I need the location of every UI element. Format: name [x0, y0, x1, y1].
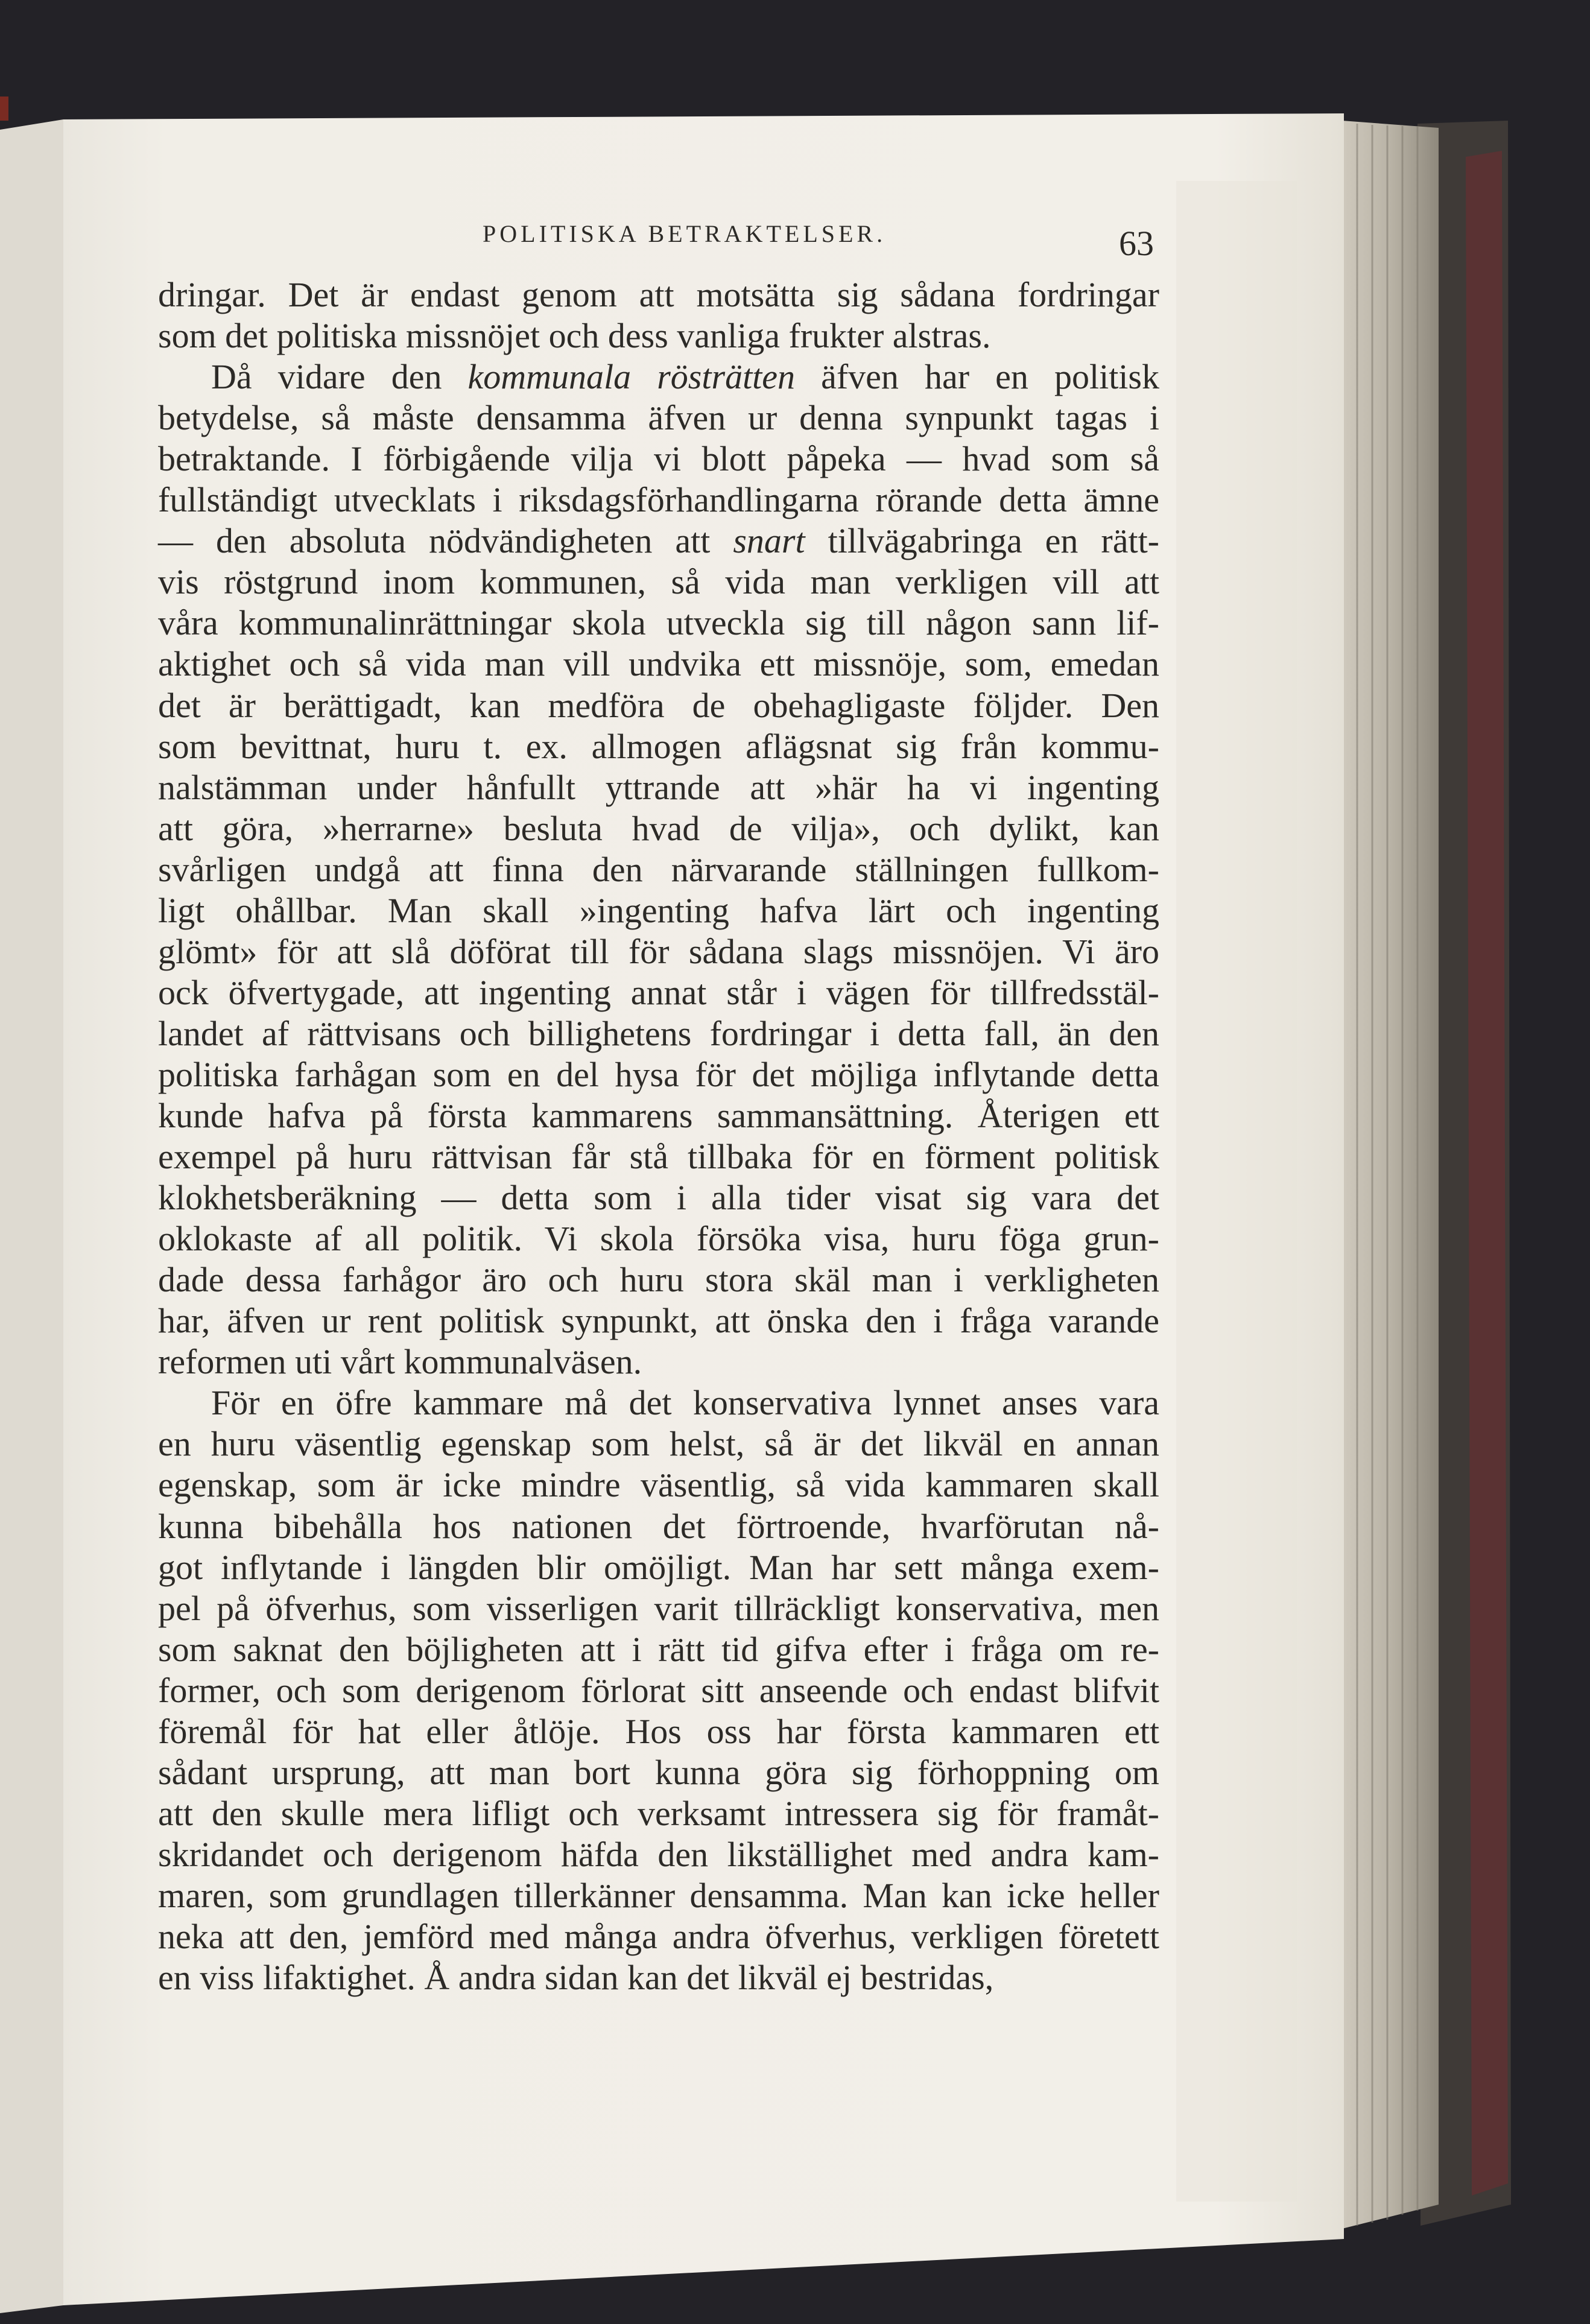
text-line: landet af rättvisans och billighetens fordringar i detta fall, än den: [158, 1014, 1159, 1053]
text-line: sådant ursprung, att man bort kunna göra sig förhoppning om: [158, 1753, 1159, 1792]
text-line: som det politiska missnöjet och dess vanliga frukter alstras.: [158, 316, 991, 355]
text-line: svårligen undgå att finna den närvarande ställningen fullkom-: [158, 850, 1159, 889]
text-line: ligt ohållbar. Man skall »ingenting hafva lärt och ingenting: [158, 891, 1159, 930]
text-line: fullständigt utvecklats i riksdagsförhandlingarna rörande detta ämne: [158, 480, 1159, 519]
text-line: det är berättigadt, kan medföra de obehagligaste följder. Den: [158, 686, 1159, 725]
text-line: got inflytande i längden blir omöjligt. Man har sett många exem-: [158, 1548, 1159, 1587]
text-line: en huru väsentlig egenskap som helst, så är det likväl en annan: [158, 1424, 1159, 1463]
text-line: våra kommunalinrättningar skola utveckla sig till någon sann lif-: [158, 603, 1159, 642]
text-line: politiska farhågan som en del hysa för det möjliga inflytande detta: [158, 1055, 1159, 1094]
italic-phrase: kommunala rösträtten: [467, 357, 796, 396]
text-line: att den skulle mera lifligt och verksamt intressera sig för framåt-: [158, 1794, 1159, 1833]
text-line: pel på öfverhus, som visserligen varit tillräckligt konservativa, men: [158, 1589, 1159, 1628]
text-line: oklokaste af all politik. Vi skola försöka visa, huru föga grun-: [158, 1219, 1159, 1258]
text-line: betydelse, så måste densamma äfven ur denna synpunkt tagas i: [158, 398, 1159, 437]
text-line: som bevittnat, huru t. ex. allmogen aflägsnat sig från kommu-: [158, 727, 1159, 766]
text-line: — den absoluta nödvändigheten att snart tillvägabringa en rätt-: [158, 521, 1159, 560]
text-line: som saknat den böjligheten att i rätt tid gifva efter i fråga om re-: [158, 1630, 1159, 1669]
text-line: neka att den, jemförd med många andra öfverhus, verkligen företett: [158, 1917, 1159, 1956]
text-line: klokhetsberäkning — detta som i alla tider visat sig vara det: [158, 1178, 1159, 1217]
text-line: egenskap, som är icke mindre väsentlig, så vida kammaren skall: [158, 1465, 1159, 1504]
text-line: att göra, »herrarne» besluta hvad de vilja», och dylikt, kan: [158, 809, 1159, 848]
text-line: dringar. Det är endast genom att motsätta sig sådana fordringar: [158, 275, 1159, 314]
italic-phrase: snart: [733, 521, 805, 560]
running-head: POLITISKA BETRAKTELSER.: [483, 220, 887, 247]
text-line: reformen uti vårt kommunalväsen.: [158, 1342, 642, 1381]
text-line: exempel på huru rättvisan får stå tillbaka för en förment politisk: [158, 1137, 1159, 1176]
text-line: nalstämman under hånfullt yttrande att »här ha vi ingenting: [158, 768, 1159, 807]
text-line: en viss lifaktighet. Å andra sidan kan det likväl ej bestridas,: [158, 1958, 994, 1997]
text-line: maren, som grundlagen tillerkänner densamma. Man kan icke heller: [158, 1876, 1159, 1915]
text-line: Då vidare den kommunala rösträtten äfven har en politisk: [211, 357, 1159, 396]
text-line: skridandet och derigenom häfda den likställighet med andra kam-: [158, 1835, 1159, 1874]
text-line: former, och som derigenom förlorat sitt anseende och endast blifvit: [158, 1671, 1159, 1710]
text-line: För en öfre kammare må det konservativa lynnet anses vara: [211, 1383, 1159, 1422]
text-line: föremål för hat eller åtlöje. Hos oss har första kammaren ett: [158, 1712, 1159, 1751]
text-line: glömt» för att slå döförat till för sådana slags missnöjen. Vi äro: [158, 932, 1159, 971]
text-line: ock öfvertygade, att ingenting annat står i vägen för tillfredsstäl-: [158, 973, 1159, 1012]
text-line: har, äfven ur rent politisk synpunkt, att önska den i fråga varande: [158, 1301, 1159, 1340]
text-line: betraktande. I förbigående vilja vi blott påpeka — hvad som så: [158, 439, 1159, 478]
text-line: aktighet och så vida man vill undvika ett missnöje, som, emedan: [158, 644, 1159, 683]
text-line: dade dessa farhågor äro och huru stora skäl man i verkligheten: [158, 1260, 1159, 1299]
text-line: kunde hafva på första kammarens sammansättning. Återigen ett: [158, 1096, 1159, 1135]
text-line: vis röstgrund inom kommunen, så vida man verkligen vill att: [158, 562, 1159, 601]
text-line: kunna bibehålla hos nationen det förtroende, hvarförutan nå-: [158, 1507, 1159, 1546]
page-number: 63: [1119, 224, 1154, 263]
